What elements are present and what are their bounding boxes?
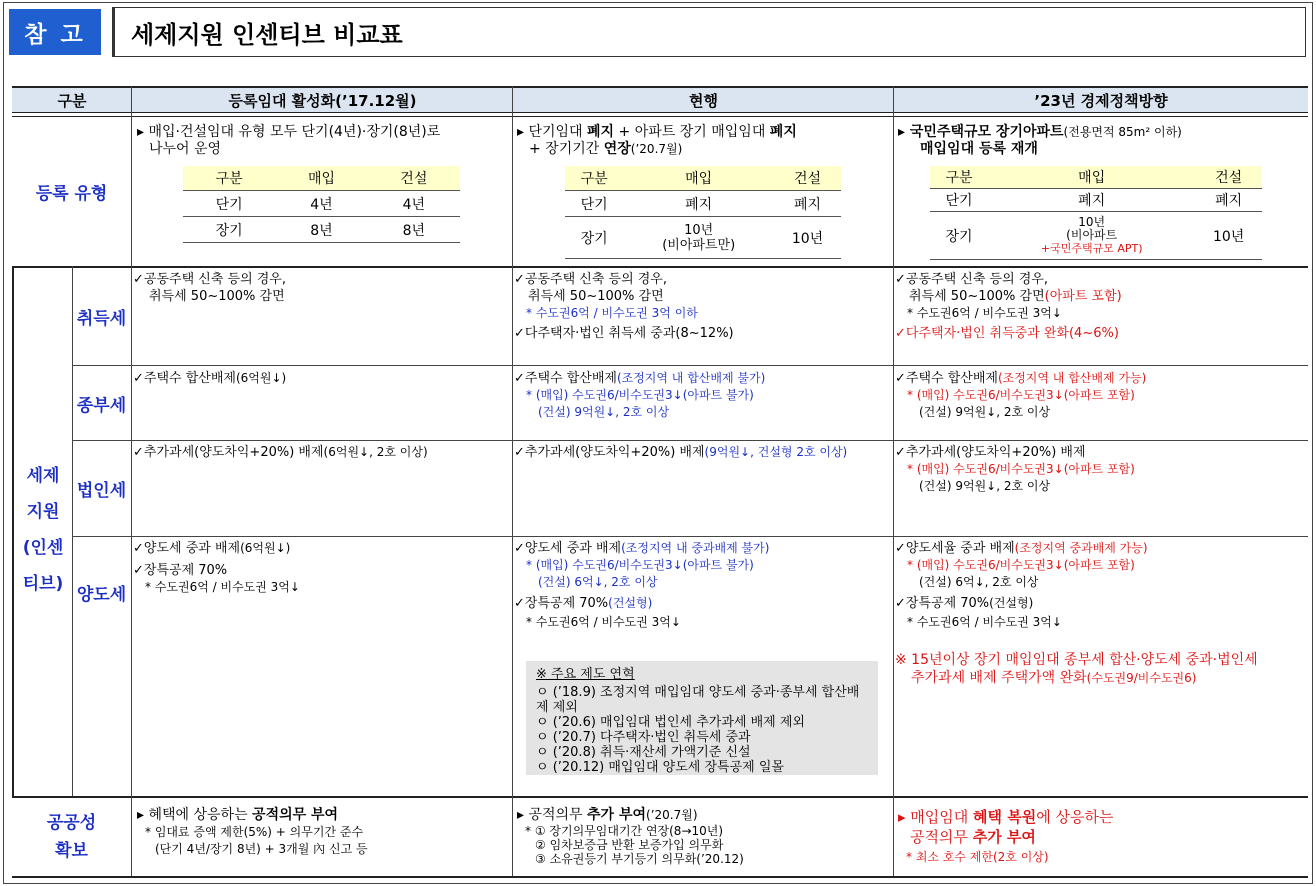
reg-col1 <box>137 124 507 158</box>
mini-th: 건설 <box>368 166 460 191</box>
text: ✓추가과세(양도차익+20%) 배제 <box>895 445 1086 460</box>
text: (단기 4년/장기 8년) + 3개월 內 신고 등 <box>155 842 368 856</box>
mini-td: 장기 <box>565 217 623 259</box>
text: * 수도권6억 / 비수도권 3억↓ <box>526 615 681 629</box>
divider <box>72 440 1308 441</box>
row-label-text: 양도세 <box>76 584 127 605</box>
group-label-tax-support <box>14 440 72 620</box>
reg-col3 <box>898 124 1306 158</box>
history-item: ㅇ (’18.9) 조정지역 매입임대 양도세 중과·종부세 합산배제 제외 <box>536 685 860 715</box>
text: ✓공동주택 신축 등의 경우, <box>895 272 1049 287</box>
reference-badge: 참 고 <box>9 9 101 55</box>
transfer-col2 <box>514 540 890 631</box>
text: ③ 소유권등기 부기등기 의무화(’20.12) <box>535 852 744 866</box>
text: (건설형) <box>608 596 653 610</box>
history-item: ㅇ (’20.7) 다주택자·법인 취득세 중과 <box>536 730 751 745</box>
text: ✓다주택자·법인 취득중과 완화(4~6%) <box>895 326 1119 341</box>
mini-th: 구분 <box>930 166 988 189</box>
text: (건설) 9억원↓, 2호 이상 <box>919 479 1051 493</box>
row-label-text: 확보 <box>55 841 88 861</box>
row-label-transfer-tax <box>72 537 131 647</box>
text: 폐지 <box>587 124 615 140</box>
text: 연장 <box>603 141 631 157</box>
mini-td: 10년 (비아파트만) <box>623 217 774 259</box>
public-col1 <box>137 807 509 858</box>
text: ✓추가과세(양도차익+20%) 배제 <box>133 445 324 460</box>
reg-col3-table <box>930 166 1262 260</box>
text: 혜택 복원 <box>973 808 1037 826</box>
mini-th: 건설 <box>774 166 841 191</box>
text: 공적의무 <box>910 828 973 846</box>
mini-td: 10년 <box>1195 212 1262 260</box>
header-category <box>12 86 132 113</box>
text: * (매입) 수도권6/비수도권3↓(아파트 포함) <box>907 388 1135 402</box>
text: * ① 장기의무임대기간 연장(8→10년) <box>525 824 724 838</box>
text: (6억원↓) <box>240 541 291 555</box>
header-2017 <box>132 86 513 113</box>
group-label-line: 티브) <box>22 574 64 594</box>
text: + 장기기간 <box>529 141 604 157</box>
mini-td: 단기 <box>565 191 623 217</box>
mini-td: 단기 <box>930 189 988 212</box>
text: ✓공동주택 신축 등의 경우, <box>133 272 287 287</box>
text: * (매입) 수도권6/비수도권3↓(아파트 불가) <box>526 558 754 572</box>
text: * 수도권6억 / 비수도권 3억↓ <box>907 615 1062 629</box>
mini-th: 구분 <box>565 166 623 191</box>
mini-th: 매입 <box>988 166 1195 189</box>
divider <box>12 116 1308 117</box>
row-label-acquisition-tax <box>72 267 131 365</box>
text: 추가 부여 <box>972 828 1036 846</box>
text: (’20.7월) <box>646 808 698 822</box>
history-item: ㅇ (’20.12) 매입임대 양도세 장특공제 일몰 <box>536 760 784 775</box>
text: ✓공동주택 신축 등의 경우, <box>514 272 668 287</box>
text: ✓장특공제 70% <box>895 596 990 611</box>
history-item: ㅇ (’20.8) 취득·재산세 가액기준 신설 <box>536 745 751 760</box>
text: 취득세 50~100% 감면 <box>909 289 1045 304</box>
text: * (매입) 수도권6/비수도권3↓(아파트 포함) <box>907 462 1135 476</box>
row-label-text: 취득세 <box>76 308 127 329</box>
text: ▸ 단기임대 <box>517 124 588 140</box>
divider <box>131 86 132 876</box>
text: (건설) 6억↓, 2호 이상 <box>919 575 1039 589</box>
text: ✓장특공제 70% <box>514 596 609 611</box>
header-label: ’23년 경제정책방향 <box>1034 91 1168 110</box>
text: (건설형) <box>989 596 1034 610</box>
text: (조정지역 내 합산배제 불가) <box>616 371 766 385</box>
group-label-line: (인센 <box>22 538 64 558</box>
transfer-col3 <box>895 540 1305 687</box>
text: (조정지역 중과배제 가능) <box>1014 541 1148 555</box>
mini-td: 장기 <box>183 217 275 243</box>
reg-col1-line1: ▸ 매입·건설임대 유형 모두 단기(4년)·장기(8년)로 <box>137 124 441 140</box>
text: 취득세 50~100% 감면 <box>149 289 285 304</box>
corp-col1 <box>133 444 509 461</box>
history-item: ㅇ (’20.6) 매입임대 법인세 추가과세 배제 제외 <box>536 715 805 730</box>
row-label-text: 등록 유형 <box>35 183 108 204</box>
text: ✓양도세 중과 배제 <box>133 541 241 556</box>
text: (수도권9/비수도권6) <box>1086 671 1197 685</box>
mini-td <box>988 212 1195 260</box>
text: (6억원↓, 2호 이상) <box>323 445 428 459</box>
text: (6억원↓) <box>235 371 287 385</box>
text: (건설) 9억원↓, 2호 이상 <box>919 405 1051 419</box>
text: * 수도권6억 / 비수도권 3억 이하 <box>526 306 698 320</box>
mini-td: 폐지 <box>774 191 841 217</box>
text: ✓주택수 합산배제 <box>895 371 998 386</box>
text: 폐지 <box>769 124 797 140</box>
history-title: ※ 주요 제도 연혁 <box>536 667 635 682</box>
row-label-text: 공공성 <box>46 813 97 833</box>
text: ✓추가과세(양도차익+20%) 배제 <box>514 445 705 460</box>
text: 추가과세 배제 주택가액 완화 <box>911 670 1087 686</box>
text: 매입임대 등록 재개 <box>920 141 1038 157</box>
page-title <box>112 7 1306 57</box>
text: (비아파트 <box>1066 228 1118 242</box>
text: +국민주택규모 APT) <box>1040 242 1143 255</box>
mini-td: 4년 <box>368 191 460 217</box>
text: 10년 <box>1078 215 1106 229</box>
mini-td: 10년 <box>774 217 841 259</box>
header-label: 등록임대 활성화(’17.12월) <box>228 91 417 110</box>
mini-td: 폐지 <box>623 191 774 217</box>
divider <box>12 876 1308 878</box>
mini-td: 장기 <box>930 212 988 260</box>
header-2023 <box>894 86 1308 113</box>
reg-col2 <box>517 124 891 158</box>
group-label-line: 세제 <box>26 466 60 486</box>
text: ✓양도세율 중과 배제 <box>895 541 1015 556</box>
text: (건설) 9억원↓, 2호 이상 <box>538 405 670 419</box>
text: ② 임차보증금 반환 보증가입 의무화 <box>535 838 724 852</box>
public-col3 <box>898 807 1304 867</box>
text: 추가 부여 <box>587 807 647 823</box>
text: (9억원↓, 건설형 2호 이상) <box>704 445 848 459</box>
row-label-corporate-tax <box>72 441 131 536</box>
text: * 수도권6억 / 비수도권 3억↓ <box>907 306 1062 320</box>
text: (’20.7월) <box>630 142 683 156</box>
mini-th: 매입 <box>623 166 774 191</box>
text: * 수도권6억 / 비수도권 3억↓ <box>145 580 300 594</box>
text: ✓주택수 합산배제 <box>133 371 236 386</box>
text: * 임대료 증액 제한(5%) + 의무기간 준수 <box>145 825 364 839</box>
row-label-registration <box>12 117 131 265</box>
text: ※ 15년이상 장기 매입임대 종부세 합산·양도세 중과·법인세 <box>895 652 1258 668</box>
mini-th: 매입 <box>275 166 367 191</box>
corp-col2 <box>514 444 890 461</box>
text: ✓장특공제 70% <box>133 563 228 578</box>
comp-col3 <box>895 370 1305 421</box>
text: ✓양도세 중과 배제 <box>514 541 622 556</box>
mini-td: 폐지 <box>1195 189 1262 212</box>
row-label-text: 종부세 <box>76 395 127 416</box>
divider <box>72 365 1308 366</box>
header-current <box>513 86 894 113</box>
divider <box>72 536 1308 537</box>
mini-td: 폐지 <box>988 189 1195 212</box>
text: ✓주택수 합산배제 <box>514 371 617 386</box>
acq-col2 <box>514 271 890 342</box>
divider <box>512 86 513 876</box>
text: (아파트 포함) <box>1044 289 1122 304</box>
header-label: 구분 <box>57 91 87 110</box>
divider <box>893 86 894 876</box>
text: 공적의무 부여 <box>252 807 339 823</box>
mini-td: 8년 <box>275 217 367 243</box>
divider <box>12 266 1308 268</box>
mini-th: 구분 <box>183 166 275 191</box>
text: ▸ 혜택에 상응하는 <box>137 807 253 823</box>
row-label-comprehensive-tax <box>72 366 131 440</box>
text: (조정지역 내 중과배제 불가) <box>621 541 770 555</box>
comp-col1 <box>133 370 509 387</box>
text: * 최소 호수 제한(2호 이상) <box>906 850 1049 864</box>
row-label-public <box>12 798 131 876</box>
text: (건설) 6억↓, 2호 이상 <box>538 575 658 589</box>
text: 에 상응하는 <box>1036 808 1114 826</box>
mini-td: 4년 <box>275 191 367 217</box>
text: ▸ 매입임대 <box>898 808 974 826</box>
text: ▸ 공적의무 <box>517 807 588 823</box>
history-note-box <box>526 661 878 775</box>
text: * (매입) 수도권6/비수도권3↓(아파트 불가) <box>526 388 754 402</box>
row-label-text: 법인세 <box>76 481 127 501</box>
comp-col2 <box>514 370 890 421</box>
group-label-line: 지원 <box>26 502 60 522</box>
acq-col1 <box>133 271 509 305</box>
public-col2 <box>517 807 889 866</box>
text: * (매입) 수도권6/비수도권3↓(아파트 포함) <box>907 558 1135 572</box>
mini-td: 단기 <box>183 191 275 217</box>
text: + 아파트 장기 매입임대 <box>614 124 770 140</box>
acq-col3 <box>895 271 1305 342</box>
header-label: 현행 <box>689 91 718 110</box>
mini-th: 건설 <box>1195 166 1262 189</box>
reg-col1-table <box>183 166 460 243</box>
divider <box>12 796 1308 798</box>
transfer-col1 <box>133 540 509 596</box>
corp-col3 <box>895 444 1305 495</box>
text: ▸ 국민주택규모 장기아파트 <box>898 124 1064 140</box>
mini-td: 8년 <box>368 217 460 243</box>
reg-col1-line2: 나누어 운영 <box>149 141 222 157</box>
page-title-text: 세제지원 인센티브 비교표 <box>131 20 403 49</box>
text: (전용면적 85m² 이하) <box>1063 125 1182 139</box>
text: (조정지역 내 합산배제 가능) <box>997 371 1147 385</box>
text: ✓다주택자·법인 취득세 중과(8~12%) <box>514 326 734 341</box>
reg-col2-table <box>565 166 841 259</box>
text: 취득세 50~100% 감면 <box>528 289 664 304</box>
